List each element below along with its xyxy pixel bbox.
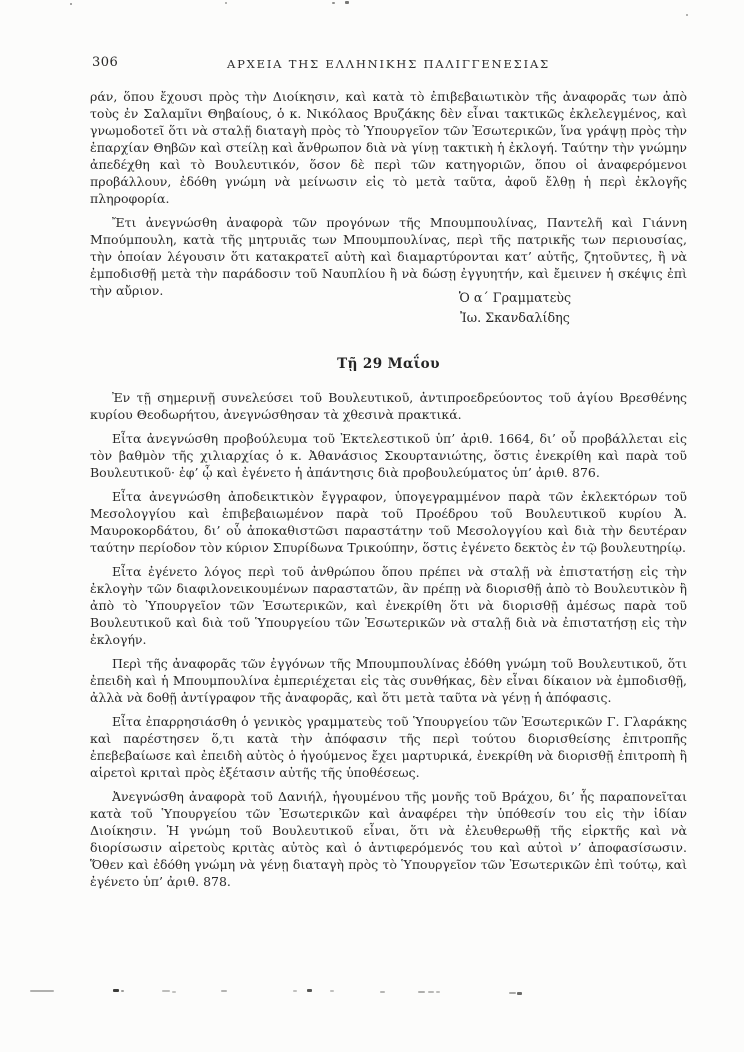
- previous-session-text: [90, 88, 687, 299]
- body-paragraph: Εἶτα ἀνεγνώσθη προβούλευμα τοῦ Ἐκτελεστικοῦ ὑπ’ ἀριθ. 1664, δι’ οὗ προβάλλεται εἰς τὸν βαθμὸν τῆς χιλιαρχίας ὁ κ. Ἀθανάσιος Σκουρτανιώτης, ὅστις ἐνεκρίθη καὶ παρὰ τοῦ Βουλευτικοῦ· ἐφ’ ᾧ καὶ ἐγένετο ἡ ἀπάντησις διὰ προβουλεύματος ὑπ’ ἀριθ. 876.: [90, 431, 687, 480]
- running-header: [90, 54, 687, 72]
- body-paragraph: Εἶτα ἐπαρρησιάσθη ὁ γενικὸς γραμματεὺς τοῦ Ὑπουργείου τῶν Ἐσωτερικῶν Γ. Γλαράκης καὶ παρέστησεν ὅ,τι κατὰ τὴν ἀπόφασιν τῆς περὶ τούτου διορισθείσης ἐπιτροπῆς ἐπεβεβαίωσε καὶ ἐπειδὴ αὐτὸς ὁ ἡγούμενος ἔχει μαρτυρικά, ἐνεκρίθη νὰ διορισθῇ ἐπιτροπὴ ἢ αἱρετοὶ κριταὶ πρὸς ἐξέτασιν αὐτῆς τῆς ὑποθέσεως.: [90, 714, 687, 780]
- signature-block: [420, 288, 610, 328]
- scan-artifact: [345, 1, 349, 4]
- scan-artifact: [686, 14, 688, 16]
- scan-artifact: [30, 990, 54, 992]
- body-paragraph: Ἐν τῇ σημερινῇ συνελεύσει τοῦ Βουλευτικοῦ, ἀντιπροεδρεύοντος τοῦ ἁγίου Βρεσθένης κυρίου Θεοδωρήτου, ἀνεγνώσθησαν τὰ χθεσινὰ πρακτικά.: [90, 390, 687, 422]
- body-paragraph: Εἶτα ἐγένετο λόγος περὶ τοῦ ἀνθρώπου ὅπου πρέπει νὰ σταλῇ νὰ ἐπιστατήσῃ εἰς τὴν ἐκλογὴν τῶν διαφιλονεικουμένων παραστατῶν, ἂν πρέπῃ νὰ διορισθῇ ἀπὸ τὸ Βουλευτικὸν ἢ ἀπὸ τὸ Ὑπουργεῖον τῶν Ἐσωτερικῶν, καὶ ἐνεκρίθη ὅτι νὰ διορισθῇ ἀμέσως παρὰ τοῦ Βουλευτικοῦ καὶ διὰ τοῦ Ὑπουργείου τῶν Ἐσωτερικῶν νὰ σταλῇ διὰ νὰ ἐπιστατήσῃ εἰς τὴν ἐκλογήν.: [90, 564, 687, 647]
- body-paragraph: Περὶ τῆς ἀναφορᾶς τῶν ἐγγόνων τῆς Μπουμπουλίνας ἐδόθη γνώμη τοῦ Βουλευτικοῦ, ὅτι ἐπειδὴ καὶ ἡ Μπουμπουλίνα ἐμπεριέχεται εἰς τὰς συνθήκας, δὲν εἶναι δίκαιον νὰ ἐμποδισθῇ, ἀλλὰ νὰ δοθῇ ἀντίγραφον τῆς ἀναφορᾶς, καὶ ὅτι μετὰ ταῦτα νὰ γένῃ ἡ ἀπόφασις.: [90, 656, 687, 705]
- scan-artifact: [436, 991, 440, 993]
- body-paragraph: Εἶτα ἀνεγνώσθη ἀποδεικτικὸν ἔγγραφον, ὑπογεγραμμένον παρὰ τῶν ἐκλεκτόρων τοῦ Μεσολογγίου καὶ ἐπιβεβαιωμένον παρὰ τοῦ Προέδρου τοῦ Βουλευτικοῦ κυρίου Ἀ. Μαυροκορδάτου, δι’ οὗ ἀποκαθιστῶσι παραστάτην τοῦ Μεσολογγίου καὶ διὰ τὴν δευτέραν ταύτην περίοδον τὸν κύριον Σπυρίδωνα Τρικούπην, ὅστις ἐγένετο δεκτὸς ἐν τῷ βουλευτηρίῳ.: [90, 489, 687, 555]
- signature-role: Ὁ α΄ Γραμματεὺς: [458, 290, 572, 305]
- scan-artifact: [428, 991, 434, 993]
- running-header-title: ΑΡΧΕΙΑ ΤΗΣ ΕΛΛΗΝΙΚΗΣ ΠΑΛΙΓΓΕΝΕΣΙΑΣ: [227, 57, 550, 71]
- body-paragraph: Ἔτι ἀνεγνώσθη ἀναφορὰ τῶν προγόνων τῆς Μπουμπουλίνας, Παντελῆ καὶ Γιάννη Μπούμπουλη, κατὰ τῆς μητρυιᾶς των Μπουμπουλίνας, περὶ τῆς πατρικῆς των περιουσίας, τὴν ὁποίαν λέγουσιν ὅτι κατακρατεῖ αὐτὴ καὶ διαμαρτύρονται κατ’ αὐτῆς, ζητοῦντες, ἢ νὰ ἐμποδισθῇ μετὰ τὴν παράδοσιν τοῦ Ναυπλίου ἢ νὰ δώσῃ ἐγγυητήν, καὶ ἔμεινεν ἡ σκέψις ἐπὶ τὴν αὔριον.: [90, 215, 687, 298]
- scan-artifact: [293, 990, 297, 992]
- session-may-29-text: [90, 356, 687, 890]
- scan-artifact: [332, 2, 335, 4]
- signature-name: Ἰω. Σκανδαλίδης: [460, 310, 570, 325]
- scan-artifact: [162, 990, 170, 992]
- page-number: 306: [92, 55, 119, 70]
- scan-artifact: [418, 991, 425, 993]
- body-paragraph: Ἀνεγνώσθη ἀναφορὰ τοῦ Δανιήλ, ἡγουμένου τῆς μονῆς τοῦ Βράχου, δι’ ἧς παραπονεῖται κατὰ τοῦ Ὑπουργείου τῶν Ἐσωτερικῶν καὶ ἀναφέρει τὴν ὑπόθεσίν του εἰς τὴν ἰδίαν Διοίκησιν. Ἡ γνώμη τοῦ Βουλευτικοῦ εἶναι, ὅτι νὰ ἐλευθερωθῇ τῆς εἱρκτῆς καὶ νὰ διορίσωσιν αἱρετοὺς κριτὰς αὐτὸς καὶ ὁ ἀντιφερόμενός του καὶ αὐτοὶ ν’ ἀποφασίσωσιν. Ὅθεν καὶ ἐδόθη γνώμη νὰ γένῃ διαταγὴ πρὸς τὸ Ὑπουργεῖον τῶν Ἐσωτερικῶν ἐπὶ τούτῳ, καὶ ἐγένετο ὑπ’ ἀριθ. 878.: [90, 789, 687, 889]
- scan-artifact: [121, 990, 124, 992]
- scan-artifact: [113, 989, 119, 992]
- section-heading-date: Τῇ 29 Μαΐου: [337, 356, 440, 372]
- scan-artifact: [307, 989, 312, 992]
- scan-artifact: [509, 992, 516, 994]
- scan-artifact: [172, 991, 176, 993]
- scan-artifact: [221, 990, 227, 992]
- scan-artifact: [225, 2, 227, 4]
- scan-artifact: [70, 3, 72, 5]
- scan-artifact: [330, 990, 334, 992]
- scan-artifact: [517, 992, 522, 995]
- scan-artifact: [380, 991, 385, 993]
- body-paragraph: ράν, ὅπου ἔχουσι πρὸς τὴν Διοίκησιν, καὶ κατὰ τὸ ἐπιβεβαιωτικὸν τῆς ἀναφορᾶς των ἀπὸ τοὺς ἐν Σαλαμῖνι Θηβαίους, ὁ κ. Νικόλαος Βρυζάκης δὲν εἶναι τακτικῶς ἐκλελεγμένος, καὶ γνωμοδοτεῖ ὅτι νὰ σταλῇ διαταγὴ πρὸς τὸ Ὑπουργεῖον τῶν Ἐσωτερικῶν, ἵνα γράψῃ πρὸς τὴν ἐπαρχίαν Θηβῶν καὶ στείλῃ καὶ ἄνθρωπον διὰ νὰ γίνῃ τακτικὴ ἡ ἐκλογή. Ταύτην τὴν γνώμην ἀπεδέχθη καὶ τὸ Βουλευτικόν, ὅσον δὲ περὶ τῶν κατηγοριῶν, ὅπου οἱ ἀναφερόμενοι προβάλλουν, ἐδόθη γνώμη νὰ μείνωσιν εἰς τὸ μετὰ ταῦτα, ἀφοῦ ἔλθῃ ἡ περὶ ἐκλογῆς πληροφορία.: [90, 89, 687, 206]
